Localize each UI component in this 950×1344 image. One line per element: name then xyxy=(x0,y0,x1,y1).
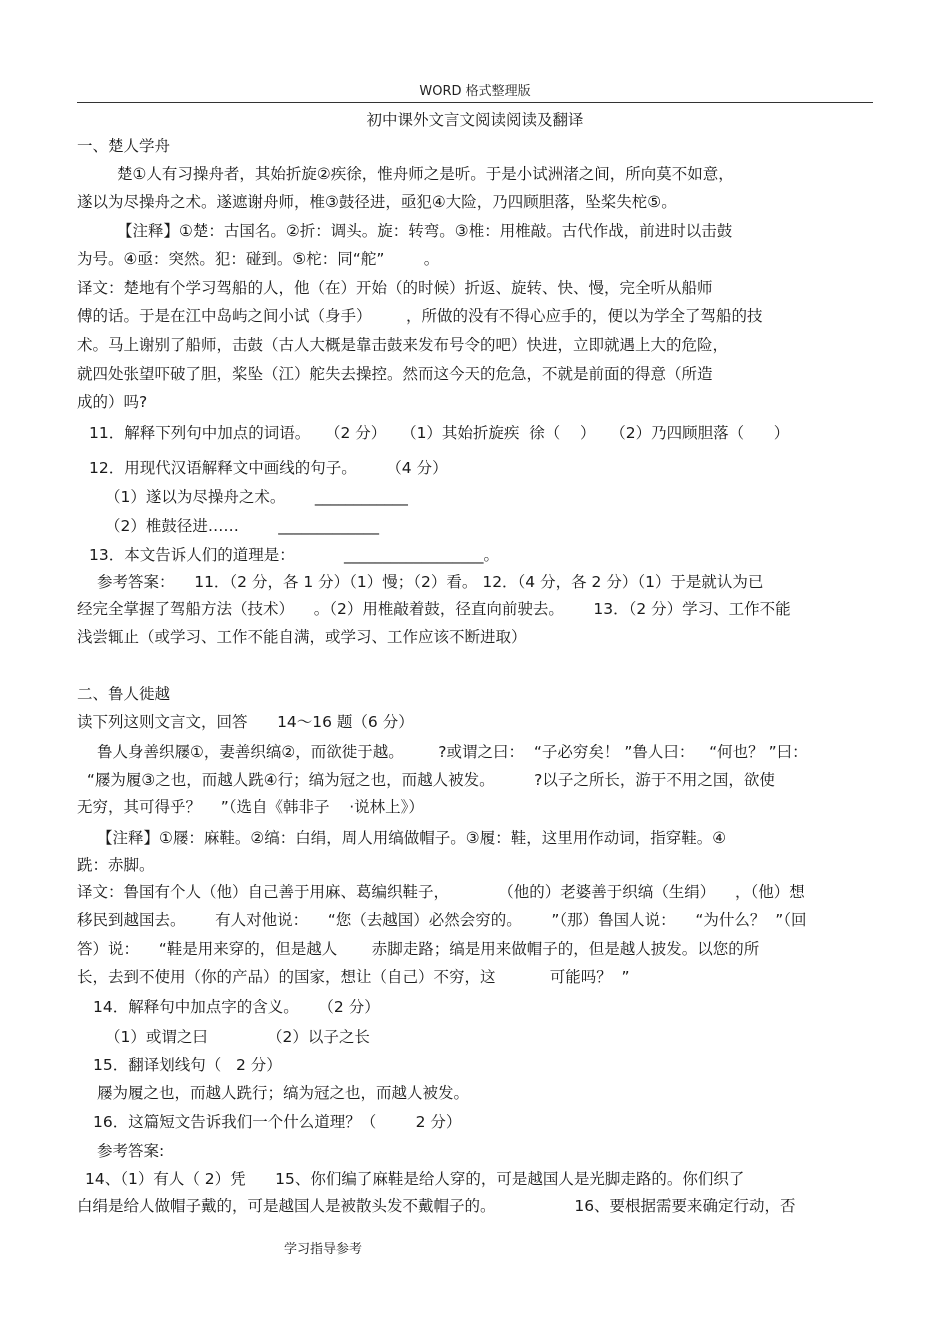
header-rule xyxy=(77,102,873,103)
question-line: （1）遂以为尽操舟之术。 ____________ xyxy=(105,488,408,506)
text-line: 为号。④亟：突然。犯：碰到。⑤柁：同“舵” 。 xyxy=(77,250,440,268)
text-line: 【注释】①楚：古国名。②折：调头。旋：转弯。③椎：用椎敲。古代作战，前进时以击鼓 xyxy=(117,222,733,240)
question-line: 14．解释句中加点字的含义。 （2 分） xyxy=(93,998,380,1016)
text-line: 就四处张望吓破了胆，桨坠（江）舵失去操控。然而这今天的危急，不就是前面的得意（所造 xyxy=(77,365,713,383)
answer-line: 浅尝辄止（或学习、工作不能自满，或学习、工作应该不断进取） xyxy=(77,628,527,646)
question-line: 11．解释下列句中加点的词语。 （2 分） （1）其始折旋疾 徐（ ） （2）乃四顾胆落（ ） xyxy=(89,424,790,442)
question-line: （2）椎鼓径进…… _____________ xyxy=(105,517,380,535)
text-line: “屦为履③之也，而越人跣④行；缟为冠之也，而越人被发。 ?以子之所长，游于不用之国，欲使 xyxy=(77,771,775,789)
answer-line: 参考答案: xyxy=(97,1142,165,1160)
text-line: 傅的话。于是在江中岛屿之间小试（身手） ，所做的没有不得心应手的，便以为学全了驾船的技 xyxy=(77,307,763,325)
question-line: 13．本文告诉人们的道理是： __________________。 xyxy=(89,546,499,564)
text-line: 无穷，其可得乎？ ”（选自《韩非子 ·说林上》） xyxy=(77,798,424,816)
page-footer: 学习指导参考 xyxy=(284,1242,363,1257)
text-line: 译文：楚地有个学习驾船的人，他（在）开始（的时候）折返、旋转、快、慢，完全听从船师 xyxy=(77,279,713,297)
text-line: 一、楚人学舟 xyxy=(77,137,171,155)
text-line: 答）说： “鞋是用来穿的，但是越人 赤脚走路；缟是用来做帽子的，但是越人披发。以您的所 xyxy=(77,940,760,958)
text-line: 移民到越国去。 有人对他说： “您（去越国）必然会穷的。 ”（那）鲁国人说： “为什么？ ”（回 xyxy=(77,911,807,929)
question-line: 16．这篇短文告诉我们一个什么道理？（ 2 分） xyxy=(93,1113,462,1131)
answer-line: 经完全掌握了驾船方法（技术） 。（2）用椎敲着鼓，径直向前驶去。 13．（2 分）学习、工作不能 xyxy=(77,600,791,618)
answer-line: 14、（1）有人（ 2）凭 15、你们编了麻鞋是给人穿的，可是越国人是光脚走路的。你们织了 xyxy=(85,1170,745,1188)
question-line: 屦为履之也，而越人跣行；缟为冠之也，而越人被发。 xyxy=(97,1084,470,1102)
text-line: 遂以为尽操舟之术。遂遮谢舟师，椎③鼓径进，亟犯④大险，乃四顾胆落，坠桨失柁⑤。 xyxy=(77,193,677,211)
page-header: WORD 格式整理版 xyxy=(419,84,531,99)
section-heading: 二、鲁人徙越 xyxy=(77,685,171,703)
answer-line: 参考答案： 11．（2 分，各 1 分）（1）慢；（2）看。 12．（4 分，各 2 分）（1）于是就认为已 xyxy=(97,573,764,591)
document-title: 初中课外文言文阅读阅读及翻译 xyxy=(366,111,584,129)
text-line: 读下列这则文言文，回答 14～16 题（6 分） xyxy=(77,713,414,731)
text-line: 成的）吗? xyxy=(77,393,148,411)
text-line: 长，去到不使用（你的产品）的国家，想让（自己）不穷，这 可能吗？ ” xyxy=(77,968,630,986)
answer-line: 白绢是给人做帽子戴的，可是越国人是被散头发不戴帽子的。 16、要根据需要来确定行动，否 xyxy=(77,1197,796,1215)
text-line: 跣：赤脚。 xyxy=(77,856,155,874)
text-line: 鲁人身善织屦①，妻善织缟②，而欲徙于越。 ?或谓之曰： “子必穷矣！ ”鲁人曰： “何也？ ”曰： xyxy=(97,743,808,761)
text-line: 【注释】①屦：麻鞋。②缟：白绢，周人用缟做帽子。③履：鞋，这里用作动词，指穿鞋。④ xyxy=(97,829,727,847)
text-line: 楚①人有习操舟者，其始折旋②疾徐，惟舟师之是听。于是小试洲渚之间，所向莫不如意， xyxy=(117,165,734,183)
text-line: 术。马上谢别了船师，击鼓（古人大概是靠击鼓来发布号令的吧）快进，立即就遇上大的危险， xyxy=(77,336,729,354)
text-line: 译文：鲁国有个人（他）自己善于用麻、葛编织鞋子， （他的）老婆善于织缟（生绢） ，（他）想 xyxy=(77,883,805,901)
question-line: 15．翻译划线句（ 2 分） xyxy=(93,1056,282,1074)
question-line: 12．用现代汉语解释文中画线的句子。 （4 分） xyxy=(89,459,448,477)
question-line: （1）或谓之曰 （2）以子之长 xyxy=(105,1028,370,1046)
